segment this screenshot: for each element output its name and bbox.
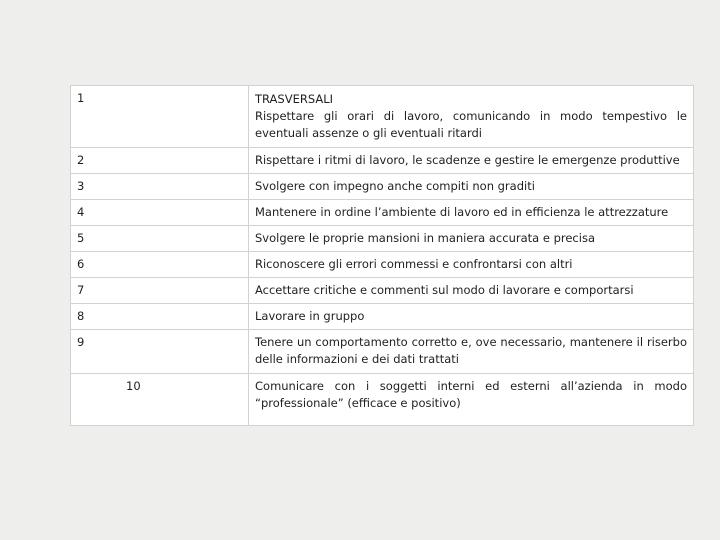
row-number: 2 <box>71 148 249 174</box>
table-row <box>71 86 694 148</box>
table-row <box>71 330 694 374</box>
row-text: Rispettare gli orari di lavoro, comunicando in modo tempestivo le eventuali assenze o gli eventuali ritardi <box>255 109 687 140</box>
row-text: Svolgere le proprie mansioni in maniera accurata e precisa <box>249 226 694 252</box>
row-text: Accettare critiche e commenti sul modo di lavorare e comportarsi <box>249 278 694 304</box>
table-row <box>71 374 694 426</box>
table-row <box>71 226 694 252</box>
table-row <box>71 148 694 174</box>
row-text: Mantenere in ordine l’ambiente di lavoro ed in efficienza le attrezzature <box>249 200 694 226</box>
row-number: 5 <box>71 226 249 252</box>
row-number: 6 <box>71 252 249 278</box>
section-header: TRASVERSALI <box>255 92 334 106</box>
row-number: 1 <box>71 86 249 148</box>
row-number: 10 <box>71 374 249 426</box>
table-row <box>71 252 694 278</box>
row-text-cell <box>249 86 694 148</box>
row-number: 7 <box>71 278 249 304</box>
row-text: Tenere un comportamento corretto e, ove necessario, mantenere il riserbo delle informazioni e dei dati trattati <box>249 330 694 374</box>
table-row <box>71 304 694 330</box>
table-row <box>71 174 694 200</box>
criteria-table <box>70 85 694 426</box>
row-number: 3 <box>71 174 249 200</box>
table-row <box>71 278 694 304</box>
row-number: 4 <box>71 200 249 226</box>
row-text: Lavorare in gruppo <box>249 304 694 330</box>
row-number: 8 <box>71 304 249 330</box>
row-text: Comunicare con i soggetti interni ed esterni all’azienda in modo “professionale” (efficace e positivo) <box>249 374 694 426</box>
row-text: Riconoscere gli errori commessi e confrontarsi con altri <box>249 252 694 278</box>
row-text: Rispettare i ritmi di lavoro, le scadenze e gestire le emergenze produttive <box>249 148 694 174</box>
table-row <box>71 200 694 226</box>
row-text: Svolgere con impegno anche compiti non graditi <box>249 174 694 200</box>
row-number: 9 <box>71 330 249 374</box>
